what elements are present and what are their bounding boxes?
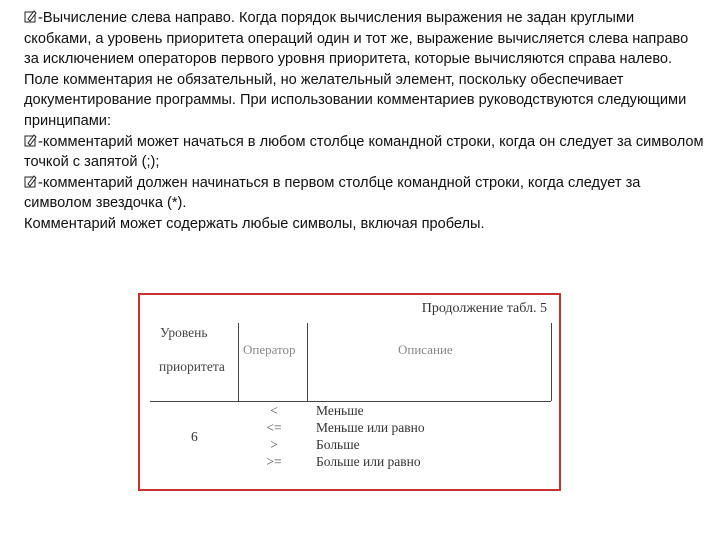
table-divider-vertical-3 bbox=[551, 323, 552, 401]
table-row-operator: > bbox=[270, 437, 278, 452]
paragraph-evaluation-order: -Вычисление слева направо. Когда порядок вычисления выражения не задан круглыми скобками, а уровень приоритета операций один и тот же, выражение вычисляется слева направо за исключением операторов первого уровня приоритета, которые вычисляются справа налево. bbox=[24, 10, 689, 68]
table-caption: Продолжение табл. 5 bbox=[421, 301, 547, 316]
table-row-operator: <= bbox=[266, 420, 282, 435]
paragraph-comment-symbols: Комментарий может содержать любые символы, включая пробелы. bbox=[24, 215, 485, 232]
paragraph-comment-rule-2: -комментарий должен начинаться в первом столбце командной строки, когда следует за символом звездочка (*). bbox=[24, 174, 641, 212]
table-row-description: Меньше или равно bbox=[316, 420, 425, 435]
header-operator: Оператор bbox=[243, 342, 296, 357]
table-divider-horizontal bbox=[150, 401, 551, 402]
paragraph-comment-field: Поле комментария не обязательный, но желательный элемент, поскольку обеспечивает документирование программы. При использовании комментариев руководствуются следующими принципами: bbox=[24, 71, 687, 129]
table-divider-vertical-1 bbox=[238, 323, 239, 401]
header-description: Описание bbox=[398, 342, 453, 357]
pencil-icon bbox=[24, 175, 37, 188]
table-row-description: Больше bbox=[316, 437, 360, 452]
pencil-icon bbox=[24, 134, 37, 147]
level-value: 6 bbox=[191, 429, 198, 444]
table-row-operator: < bbox=[270, 403, 278, 418]
table-divider-vertical-2 bbox=[307, 323, 308, 401]
header-level-line2: приоритета bbox=[159, 359, 225, 374]
paragraph-comment-rule-1: -комментарий может начаться в любом столбце командной строки, когда он следует за символом точкой с запятой (;); bbox=[24, 133, 704, 171]
table-image-frame bbox=[138, 293, 561, 491]
header-level-line1: Уровень bbox=[160, 325, 208, 340]
table-row-operator: >= bbox=[266, 454, 282, 469]
pencil-icon bbox=[24, 10, 37, 23]
table-row-description: Меньше bbox=[316, 403, 364, 418]
document-text bbox=[24, 8, 704, 235]
table-row-description: Больше или равно bbox=[316, 454, 421, 469]
